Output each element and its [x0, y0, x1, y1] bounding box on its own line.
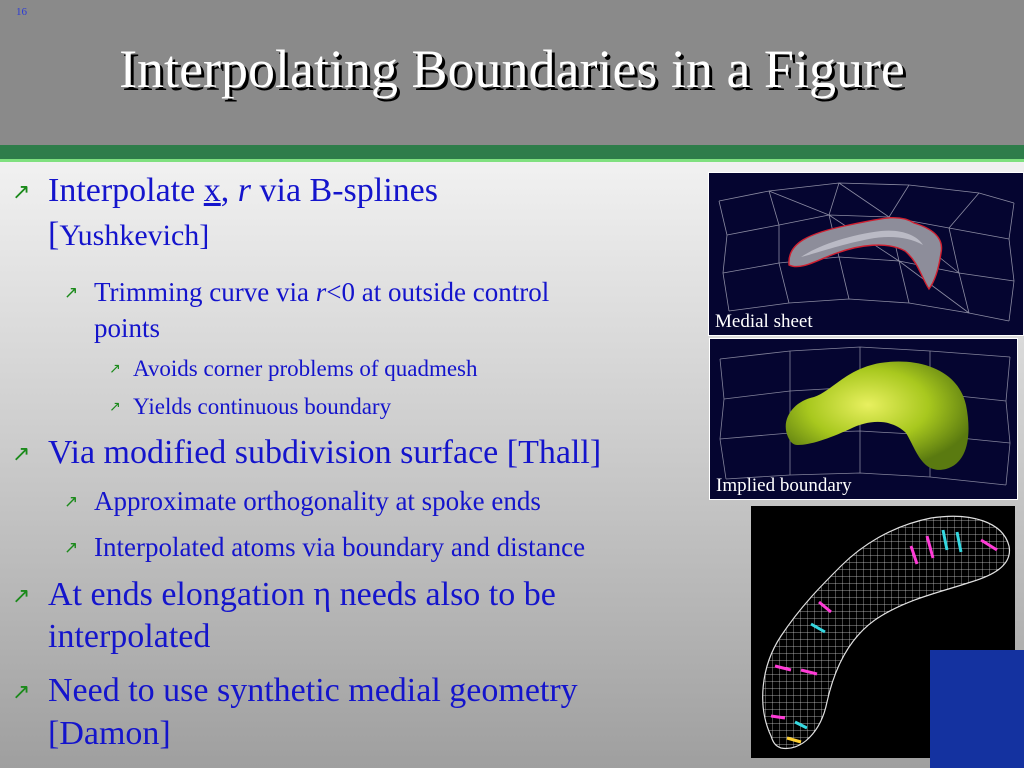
bullet-elongation-cont: interpolated: [48, 618, 211, 655]
bullet-synthetic-cont: [Damon]: [48, 715, 171, 752]
arrow-up-right-icon: ↗: [64, 283, 79, 303]
logo-badge: [930, 650, 1024, 768]
bullet-orthogonality: ↗ Approximate orthogonality at spoke ends: [94, 483, 541, 519]
implied-boundary-caption: Implied boundary: [716, 475, 852, 496]
bullet-subdivision: ↗ Via modified subdivision surface [Thall]: [48, 432, 601, 474]
arrow-up-right-icon: ↗: [64, 538, 79, 558]
bullet-interpolate: ↗ Interpolate x, r via B-splines: [48, 170, 438, 212]
arrow-up-right-icon: ↗: [109, 361, 121, 377]
header-divider: [0, 159, 1024, 162]
header-band: [0, 145, 1024, 159]
bullet-elongation: ↗ At ends elongation η needs also to be: [48, 574, 556, 616]
arrow-up-right-icon: ↗: [12, 680, 31, 705]
arrow-up-right-icon: ↗: [12, 180, 31, 205]
arrow-up-right-icon: ↗: [12, 584, 31, 609]
slide-title: Interpolating Boundaries in a Figure: [119, 39, 905, 99]
slide-number: 16: [16, 6, 27, 18]
bullet-corner: ↗ Avoids corner problems of quadmesh: [133, 350, 478, 388]
arrow-up-right-icon: ↗: [64, 492, 79, 512]
bullet-interpolated-atoms: ↗ Interpolated atoms via boundary and distance: [94, 529, 585, 565]
implied-boundary-figure: [709, 338, 1018, 500]
title-header: [0, 0, 1024, 145]
arrow-up-right-icon: ↗: [109, 399, 121, 415]
bullet-interpolate-cont: [Yushkevich]: [48, 216, 210, 253]
arrow-up-right-icon: ↗: [12, 442, 31, 467]
bullet-trimming-cont: points: [94, 313, 161, 343]
bullet-trimming: ↗ Trimming curve via r<0 at outside control: [94, 274, 549, 310]
medial-sheet-figure: [708, 172, 1024, 336]
bullet-synthetic: ↗ Need to use synthetic medial geometry: [48, 670, 578, 712]
medial-sheet-caption: Medial sheet: [715, 311, 813, 332]
bullet-continuous: ↗ Yields continuous boundary: [133, 388, 391, 426]
